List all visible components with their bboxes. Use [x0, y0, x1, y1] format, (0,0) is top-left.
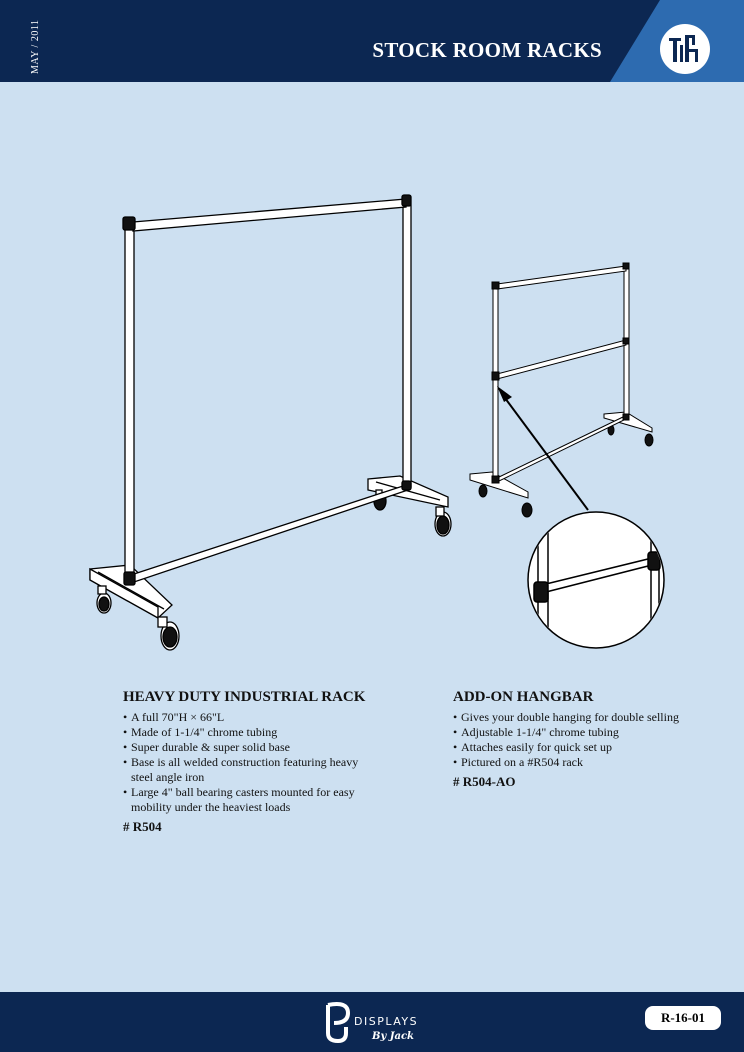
feature-item: • Large 4" ball bearing casters mounted for easy mobility under the heaviest loads [123, 785, 383, 815]
displays-by-jack-logo [322, 999, 422, 1045]
brand-monogram-icon [659, 23, 711, 75]
feature-item: • Attaches easily for quick set up [453, 740, 683, 755]
feature-item: • Made of 1-1/4" chrome tubing [123, 725, 383, 740]
product-title: ADD-ON HANGBAR [453, 689, 594, 705]
addon-rack-drawing [470, 263, 653, 517]
hangbar-detail-zoom [528, 500, 664, 670]
feature-item: • A full 70"H × 66"L [123, 710, 383, 725]
feature-item: • Gives your double hanging for double selling [453, 710, 683, 725]
product-code: # R504 [123, 819, 162, 834]
page-title: STOCK ROOM RACKS [372, 38, 602, 62]
issue-date: MAY / 2011 [30, 19, 41, 74]
product-addon-hangbar [453, 688, 683, 789]
heavy-duty-rack-drawing [90, 195, 451, 650]
footer-brand-line2: By Jack [372, 1031, 414, 1042]
feature-item: • Super durable & super solid base [123, 740, 383, 755]
product-title: HEAVY DUTY INDUSTRIAL RACK [123, 689, 366, 705]
feature-item: • Adjustable 1-1/4" chrome tubing [453, 725, 683, 740]
feature-item: • Pictured on a #R504 rack [453, 755, 683, 770]
product-heavy-duty-rack [123, 688, 383, 834]
footer-brand-line1: DISPLAYS [354, 1015, 419, 1028]
feature-list [453, 710, 683, 770]
rack-illustrations [0, 82, 744, 682]
feature-item: • Base is all welded construction featuring heavy steel angle iron [123, 755, 383, 785]
feature-list [123, 710, 383, 815]
page-code-badge: R-16-01 [645, 1006, 721, 1030]
product-code: # R504-AO [453, 774, 516, 789]
